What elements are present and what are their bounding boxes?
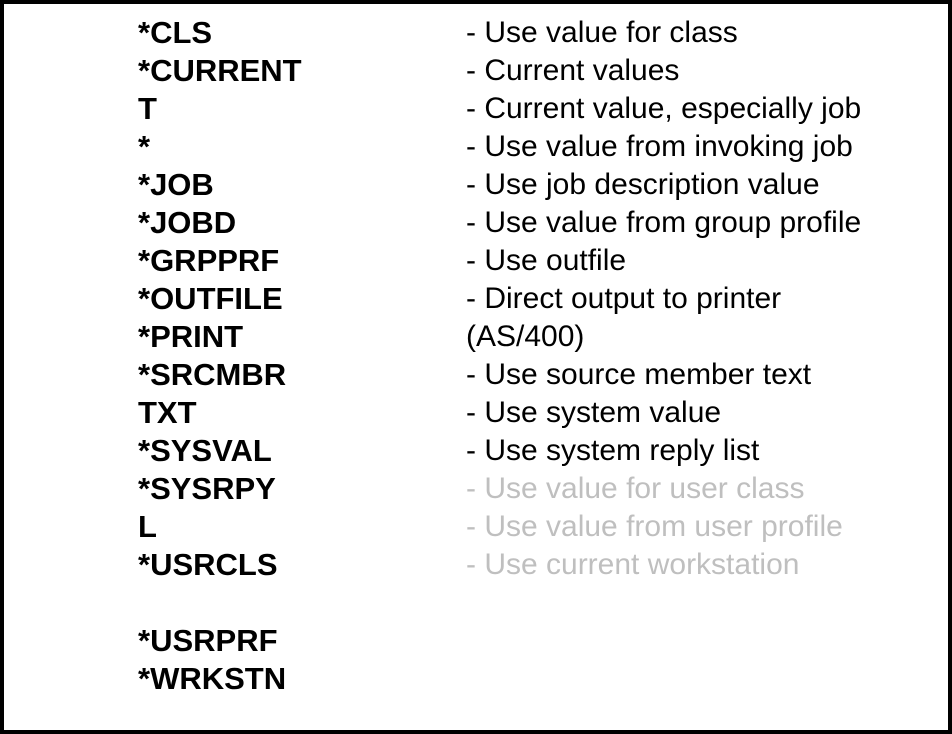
- description-item: - Use job description value: [466, 168, 820, 201]
- keyword-item: *WRKSTN: [138, 661, 287, 696]
- descriptions-column: [466, 14, 948, 584]
- description-item: - Use value for class: [466, 16, 738, 49]
- description-item: - Current value, especially job: [466, 92, 862, 125]
- description-item: - Use outfile: [466, 244, 627, 277]
- keyword-item: *PRINT: [138, 319, 244, 354]
- description-item-continuation: (AS/400): [466, 320, 585, 353]
- keyword-item: *OUTFILE: [138, 281, 283, 316]
- keyword-item: *USRCLS: [138, 547, 278, 582]
- keyword-item: L: [138, 509, 157, 544]
- description-item: - Use current workstation: [466, 548, 800, 581]
- description-item: - Use source member text: [466, 358, 812, 391]
- description-item: - Use value for user class: [466, 472, 805, 505]
- keywords-column: [138, 14, 458, 698]
- keyword-item: *USRPRF: [138, 623, 278, 658]
- description-item: - Direct output to printer: [466, 282, 782, 315]
- description-item: - Use value from user profile: [466, 510, 843, 543]
- description-item: - Use value from group profile: [466, 206, 862, 239]
- description-item: - Use value from invoking job: [466, 130, 853, 163]
- keyword-item: *: [138, 129, 151, 164]
- description-item: - Use system reply list: [466, 434, 760, 467]
- keyword-item: *SYSRPY: [138, 471, 276, 506]
- two-column-body: [4, 14, 948, 698]
- keyword-gap: [138, 584, 458, 622]
- keyword-item: *GRPPRF: [138, 243, 280, 278]
- keyword-item: *CLS: [138, 15, 213, 50]
- keyword-item: T: [138, 91, 157, 126]
- description-item: - Use system value: [466, 396, 722, 429]
- description-item: - Current values: [466, 54, 680, 87]
- keyword-item: TXT: [138, 395, 197, 430]
- keyword-item: *SYSVAL: [138, 433, 272, 468]
- keyword-item: *SRCMBR: [138, 357, 287, 392]
- keyword-item: *JOB: [138, 167, 214, 202]
- keyword-item: *JOBD: [138, 205, 237, 240]
- keyword-item: *CURRENT: [138, 53, 302, 88]
